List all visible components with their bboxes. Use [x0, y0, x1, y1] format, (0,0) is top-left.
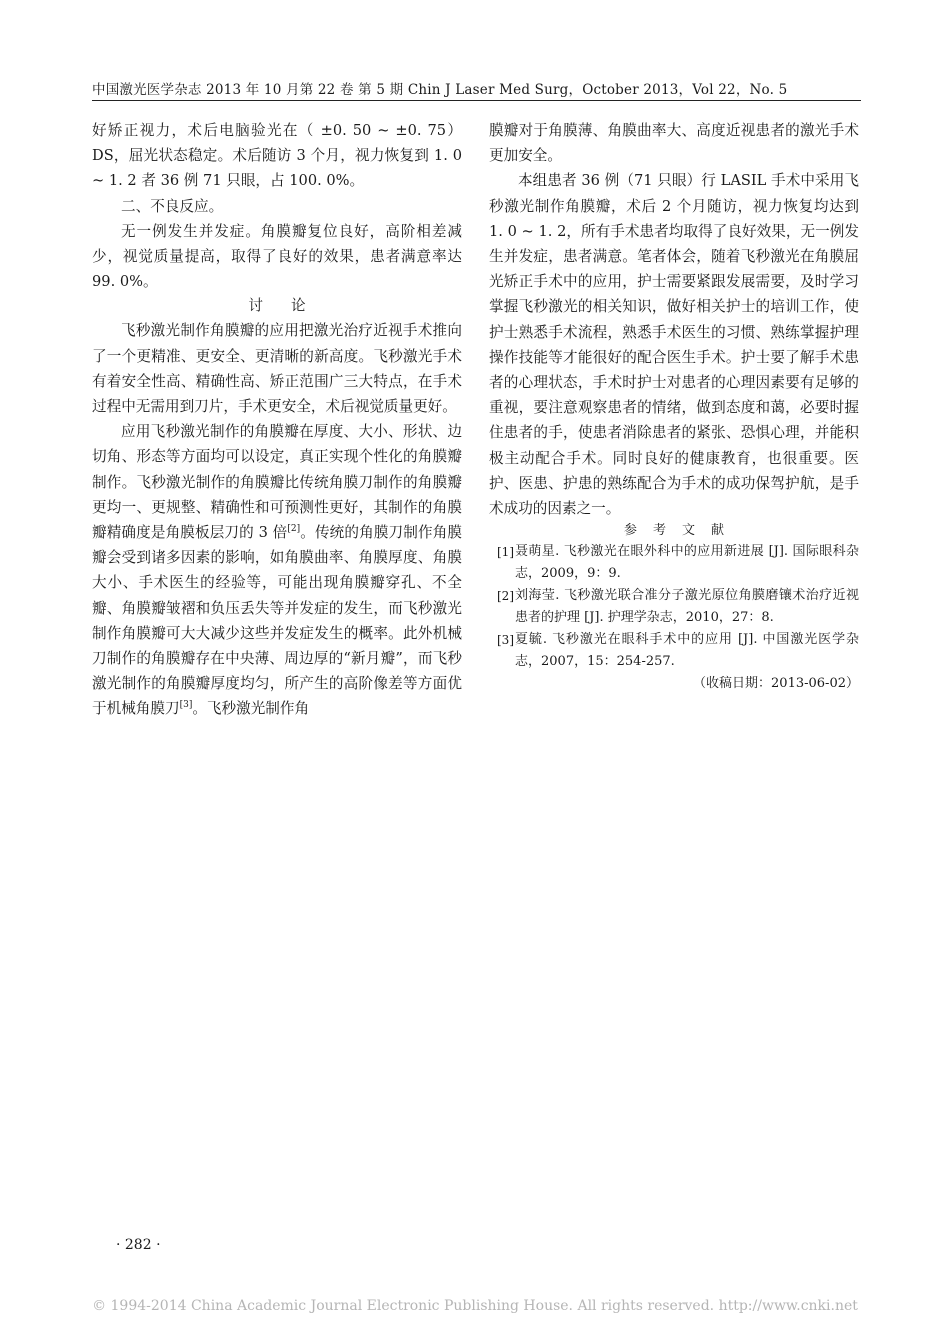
page-number: · 282 ·	[116, 1237, 161, 1253]
subheading-adverse-reactions: 二、不良反应。	[121, 197, 224, 215]
paragraph-text: 应用飞秒激光制作的角膜瓣在厚度、大小、形状、边切角、形态等方面均可以设定，真正实现个性化的角膜瓣制作。飞秒激光制作的角膜瓣比传统角膜刀制作的角膜瓣更均一、更规整、精确性和可预测性更好，其制作的角膜瓣精确度是角膜板层刀的 3 倍	[92, 423, 462, 542]
copyright-footer: © 1994-2014 China Academic Journal Electronic Publishing House. All rights reserved. http://www.cnki.net	[92, 1298, 858, 1314]
paragraph: 飞秒激光制作角膜瓣的应用把激光治疗近视手术推向了一个更精准、更安全、更清晰的新高度。飞秒激光手术有着安全性高、精确性高、矫正范围广三大特点，在手术过程中无需用到刀片，手术更安全，术后视觉质量更好。	[92, 322, 462, 416]
references-title: 参考文献	[623, 523, 740, 539]
reference-text: 刘海莹. 飞秒激光联合准分子激光原位角膜磨镶术治疗近视患者的护理 [J]. 护理学杂志，2010，27：8.	[515, 588, 859, 626]
paragraph: 本组患者 36 例（71 只眼）行 LASIL 手术中采用飞秒激光制作角膜瓣，术后 2 个月随访，视力恢复均达到 1. 0 ~ 1. 2，所有手术患者均取得了良好效果，无一例发生并发症，患者满意。笔者体会，随着飞秒激光在角膜屈光矫正手术中的应用，护士需要紧跟发展需要，及时学习掌握飞秒激光的相关知识，做好相关护士的培训工作，使护士熟悉手术流程，熟悉手术医生的习惯、熟练掌握护理操作技能等才能很好的配合医生手术。护士要了解手术患者的心理状态，手术时护士对患者的心理因素要有足够的重视，要注意观察患者的情绪，做到态度和蔼，必要时握住患者的手，使患者消除患者的紧张、恐惧心理，并能积极主动配合手术。同时良好的健康教育，也很重要。医护、医患、护患的熟练配合为手术的成功保驾护航，是手术成功的因素之一。	[489, 172, 859, 518]
reference-number: [1]	[497, 545, 514, 560]
reference-item	[489, 629, 859, 673]
reference-number: [2]	[497, 589, 514, 604]
citation-3: [3]	[179, 700, 193, 711]
reference-item	[489, 541, 859, 585]
paragraph	[92, 419, 462, 721]
paragraph: 膜瓣对于角膜薄、角膜曲率大、高度近视患者的激光手术更加安全。	[489, 122, 859, 165]
paragraph: 无一例发生并发症。角膜瓣复位良好，高阶相差减少，视觉质量提高，取得了良好的效果，患者满意率达 99. 0%。	[92, 222, 462, 291]
reference-text: 夏毓. 飞秒激光在眼科手术中的应用 [J]. 中国激光医学杂志，2007，15：254-257.	[515, 632, 859, 670]
paragraph-text: 。飞秒激光制作角	[192, 700, 310, 718]
running-header: 中国激光医学杂志 2013 年 10 月第 22 卷 第 5 期 Chin J Laser Med Surg，October 2013，Vol 22，No. 5	[92, 82, 788, 98]
right-column	[489, 118, 859, 695]
section-title-discussion: 讨论	[248, 297, 334, 315]
references-list	[489, 541, 859, 673]
citation-2: [2]	[287, 524, 301, 535]
reference-item	[489, 585, 859, 629]
reference-text: 聂萌星. 飞秒激光在眼外科中的应用新进展 [J]. 国际眼科杂志，2009，9：9.	[515, 544, 859, 582]
left-column	[92, 118, 462, 722]
paragraph: 好矫正视力，术后电脑验光在（ ±0. 50 ~ ±0. 75）DS，屈光状态稳定。术后随访 3 个月，视力恢复到 1. 0 ~ 1. 2 者 36 例 71 只眼，占 100. 0%。	[92, 122, 462, 190]
paragraph-text: 。传统的角膜刀制作角膜瓣会受到诸多因素的影响，如角膜曲率、角膜厚度、角膜大小、手术医生的经验等，可能出现角膜瓣穿孔、不全瓣、角膜瓣皱褶和负压丢失等并发症的发生，而飞秒激光制作角膜瓣可大大减少这些并发症发生的概率。此外机械刀制作的角膜瓣存在中央薄、周边厚的“新月瓣”，而飞秒激光制作的角膜瓣厚度均匀，所产生的高阶像差等方面优于机械角膜刀	[92, 524, 462, 718]
header-rule	[92, 100, 861, 101]
received-date: （收稿日期：2013-06-02）	[693, 676, 859, 692]
reference-number: [3]	[497, 633, 514, 648]
